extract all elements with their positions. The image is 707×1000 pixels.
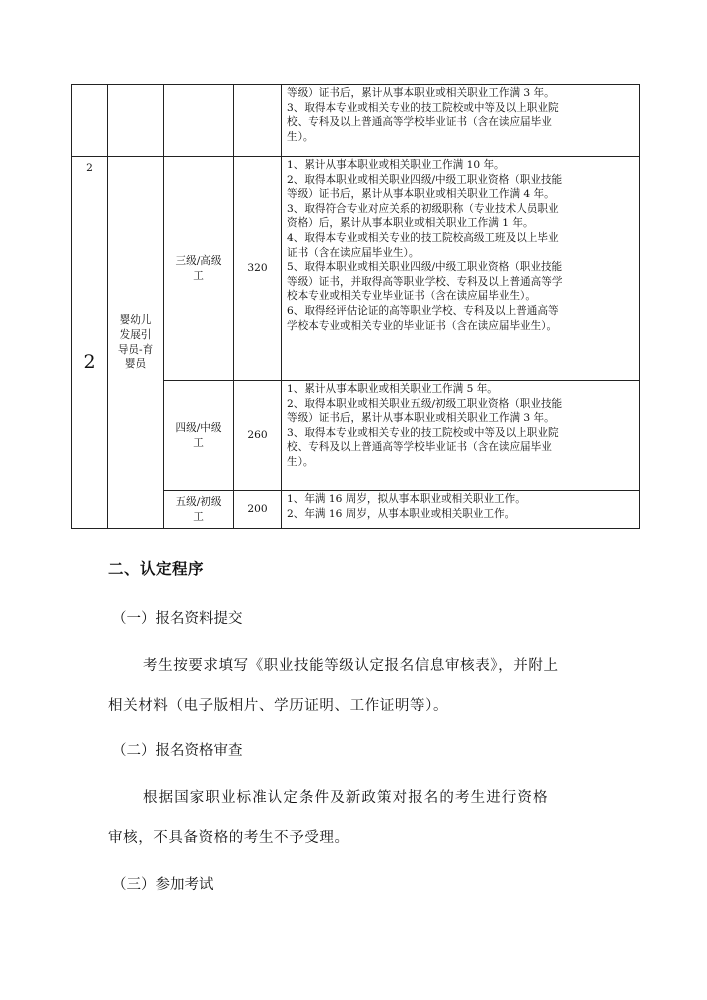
occupation-line: 婴幼儿	[119, 314, 152, 327]
seq-cell	[72, 85, 108, 157]
hours-cell: 260	[234, 381, 282, 491]
condition-line: 等级）证书，并取得高等职业学校、专科及以上普通高等学	[287, 275, 563, 288]
condition-line: 4、取得本专业或相关专业的技工院校高级工班及以上毕业	[287, 231, 559, 244]
paragraph-line: 相关材料（电子版相片、学历证明、工作证明等）。	[108, 698, 449, 714]
condition-line: 校、专科及以上普通高等学校毕业证书（含在读应届毕业	[287, 441, 552, 454]
level-line: 工	[193, 510, 204, 523]
subsection-heading: （二）报名资格审查	[112, 743, 243, 759]
condition-line: 3、取得本专业或相关专业的技工院校或中等及以上职业院	[287, 101, 559, 114]
paragraph-line: 根据国家职业标准认定条件及新政策对报名的考生进行资格	[143, 790, 549, 806]
paragraph-line: 考生按要求填写《职业技能等级认定报名信息审核表》，并附上	[143, 658, 559, 674]
seq-number-small: 2	[86, 162, 93, 174]
condition-line: 等级）证书后，累计从事本职业或相关职业工作满 4 年。	[287, 188, 555, 201]
level-line: 四级/中级	[175, 421, 222, 434]
occupation-cell	[108, 157, 164, 529]
condition-line: 6、取得经评估论证的高等职业学校、专科及以上普通高等	[287, 304, 559, 317]
condition-line: 1、累计从事本职业或相关职业工作满 10 年。	[287, 159, 505, 171]
subsection-heading: （三）参加考试	[112, 877, 214, 893]
table-row	[72, 85, 640, 157]
occupation-line: 发展引	[119, 328, 152, 341]
level-cell	[164, 491, 234, 529]
conditions-cell	[282, 381, 640, 491]
condition-line: 学校本专业或相关专业的毕业证书（含在读应届毕业生）。	[287, 319, 558, 332]
level-line: 五级/初级	[175, 495, 222, 508]
subsection-heading: （一）报名资料提交	[112, 611, 243, 627]
condition-line: 1、年满 16 周岁，拟从事本职业或相关职业工作。	[287, 493, 526, 505]
condition-line: 2、取得本职业或相关职业五级/初级工职业资格（职业技能	[287, 397, 563, 410]
hours-cell	[234, 85, 282, 157]
condition-line: 等级）证书后，累计从事本职业或相关职业工作满 3 年。	[287, 87, 555, 99]
condition-line: 5、取得本职业或相关职业四级/中级工职业资格（职业技能	[287, 261, 563, 274]
seq-cell	[72, 157, 108, 529]
condition-line: 生）。	[287, 455, 314, 468]
occupation-cell	[108, 85, 164, 157]
conditions-cell	[282, 85, 640, 157]
level-line: 工	[193, 269, 204, 282]
condition-line: 3、取得符合专业对应关系的初级职称（专业技术人员职业	[287, 202, 559, 215]
section-heading: 二、认定程序	[108, 559, 205, 578]
condition-line: 1、累计从事本职业或相关职业工作满 5 年。	[287, 383, 498, 395]
qualification-table	[71, 84, 640, 529]
level-cell	[164, 85, 234, 157]
condition-line: 校本专业或相关专业毕业证书（含在读应届毕业生）。	[287, 290, 536, 303]
conditions-cell	[282, 157, 640, 381]
condition-line: 校、专科及以上普通高等学校毕业证书（含在读应届毕业	[287, 116, 552, 129]
paragraph-line: 审核，不具备资格的考生不予受理。	[108, 830, 350, 846]
level-cell	[164, 157, 234, 381]
condition-line: 2、年满 16 周岁，从事本职业或相关职业工作。	[287, 507, 516, 520]
condition-line: 2、取得本职业或相关职业四级/中级工职业资格（职业技能	[287, 173, 563, 186]
condition-line: 证书（含在读应届毕业生）。	[287, 246, 420, 259]
seq-number: 2	[83, 351, 96, 373]
occupation-line: 婴员	[124, 358, 147, 371]
condition-line: 生）。	[287, 130, 314, 143]
condition-line: 3、取得本专业或相关专业的技工院校或中等及以上职业院	[287, 426, 559, 439]
hours-cell: 200	[234, 491, 282, 529]
level-line: 工	[193, 436, 204, 449]
level-cell	[164, 381, 234, 491]
hours-cell: 320	[234, 157, 282, 381]
table-row	[72, 157, 640, 381]
level-line: 三级/高级	[175, 254, 222, 267]
occupation-line: 导员-育	[117, 343, 154, 356]
conditions-cell	[282, 491, 640, 529]
condition-line: 等级）证书后，累计从事本职业或相关职业工作满 3 年。	[287, 412, 555, 425]
condition-line: 资格）后，累计从事本职业或相关职业工作满 1 年。	[287, 217, 534, 230]
